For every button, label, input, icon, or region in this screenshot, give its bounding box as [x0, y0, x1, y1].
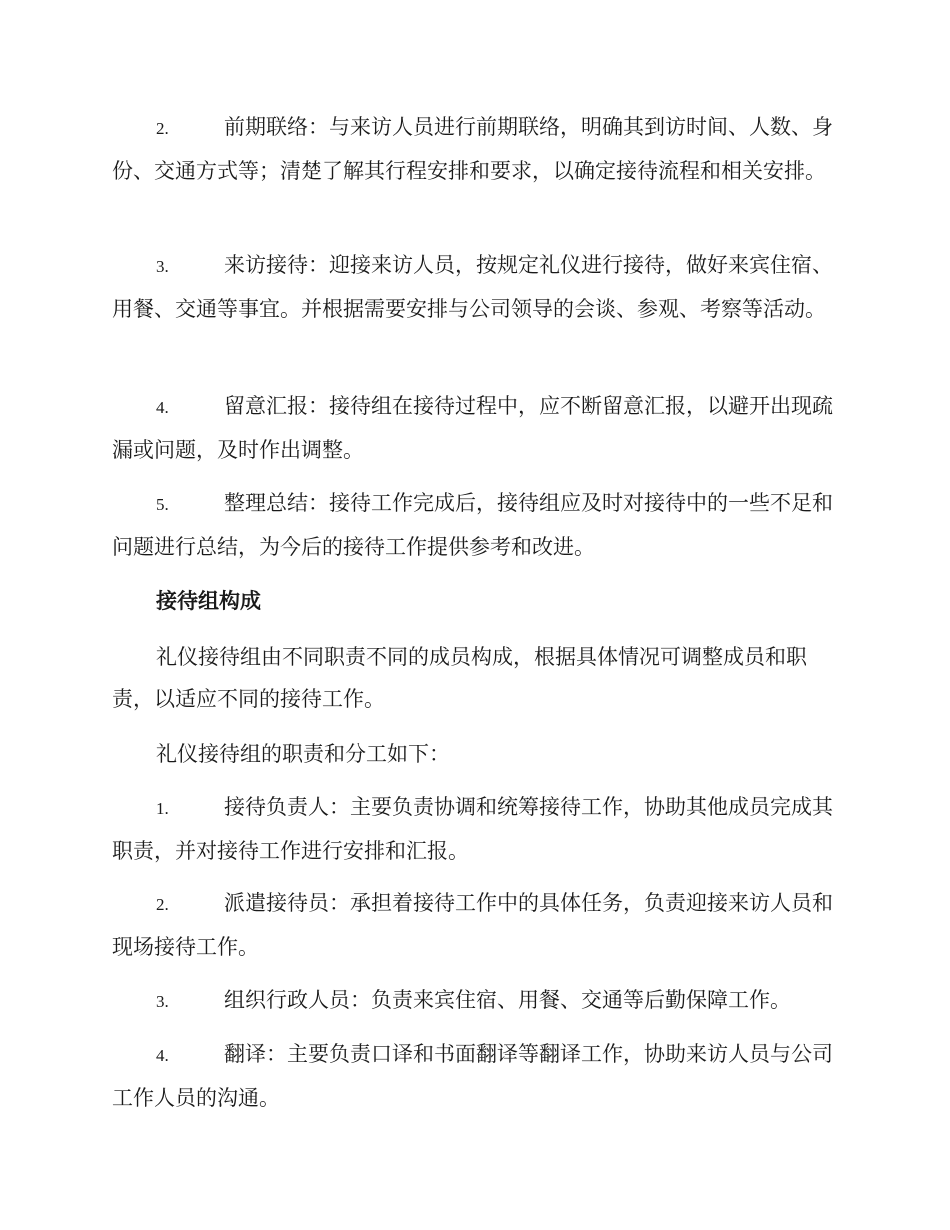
list-number: 4. [156, 398, 169, 417]
duty-item-1 [112, 786, 838, 872]
duties-intro: 礼仪接待组的职责和分工如下： [156, 742, 450, 766]
list-number: 5. [156, 495, 169, 514]
list-item-text: 接待负责人：主要负责协调和统筹接待工作，协助其他成员完成其职责，并对接待工作进行安排和汇报。 [112, 795, 833, 863]
process-item-3 [112, 244, 838, 330]
list-number: 3. [156, 992, 169, 1011]
list-item-text: 留意汇报：接待组在接待过程中，应不断留意汇报，以避开出现疏漏或问题，及时作出调整。 [112, 394, 833, 462]
list-item-text: 组织行政人员：负责来宾住宿、用餐、交通等后勤保障工作。 [224, 988, 791, 1012]
section-heading: 接待组构成 [156, 589, 261, 613]
duty-item-3 [112, 979, 838, 1023]
list-item-text: 派遣接待员：承担着接待工作中的具体任务，负责迎接来访人员和现场接待工作。 [112, 891, 833, 959]
process-item-4 [112, 385, 838, 471]
process-item-5 [112, 482, 838, 568]
process-item-2 [112, 106, 838, 192]
duty-item-4 [112, 1033, 838, 1119]
list-item-text: 来访接待：迎接来访人员，按规定礼仪进行接待，做好来宾住宿、用餐、交通等事宜。并根据需要安排与公司领导的会谈、参观、考察等活动。 [112, 253, 833, 321]
list-item-text: 翻译：主要负责口译和书面翻译等翻译工作，协助来访人员与公司工作人员的沟通。 [112, 1042, 833, 1110]
list-number: 2. [156, 119, 169, 138]
list-number: 1. [156, 799, 169, 818]
list-item-text: 整理总结：接待工作完成后，接待组应及时对接待中的一些不足和问题进行总结，为今后的接待工作提供参考和改进。 [112, 491, 833, 559]
list-number: 4. [156, 1046, 169, 1065]
list-item-text: 前期联络：与来访人员进行前期联络，明确其到访时间、人数、身份、交通方式等；清楚了解其行程安排和要求，以确定接待流程和相关安排。 [112, 115, 833, 183]
intro-paragraph: 礼仪接待组由不同职责不同的成员构成，根据具体情况可调整成员和职责，以适应不同的接待工作。 [112, 645, 807, 711]
list-number: 3. [156, 257, 169, 276]
list-number: 2. [156, 895, 169, 914]
duty-item-2 [112, 882, 838, 968]
